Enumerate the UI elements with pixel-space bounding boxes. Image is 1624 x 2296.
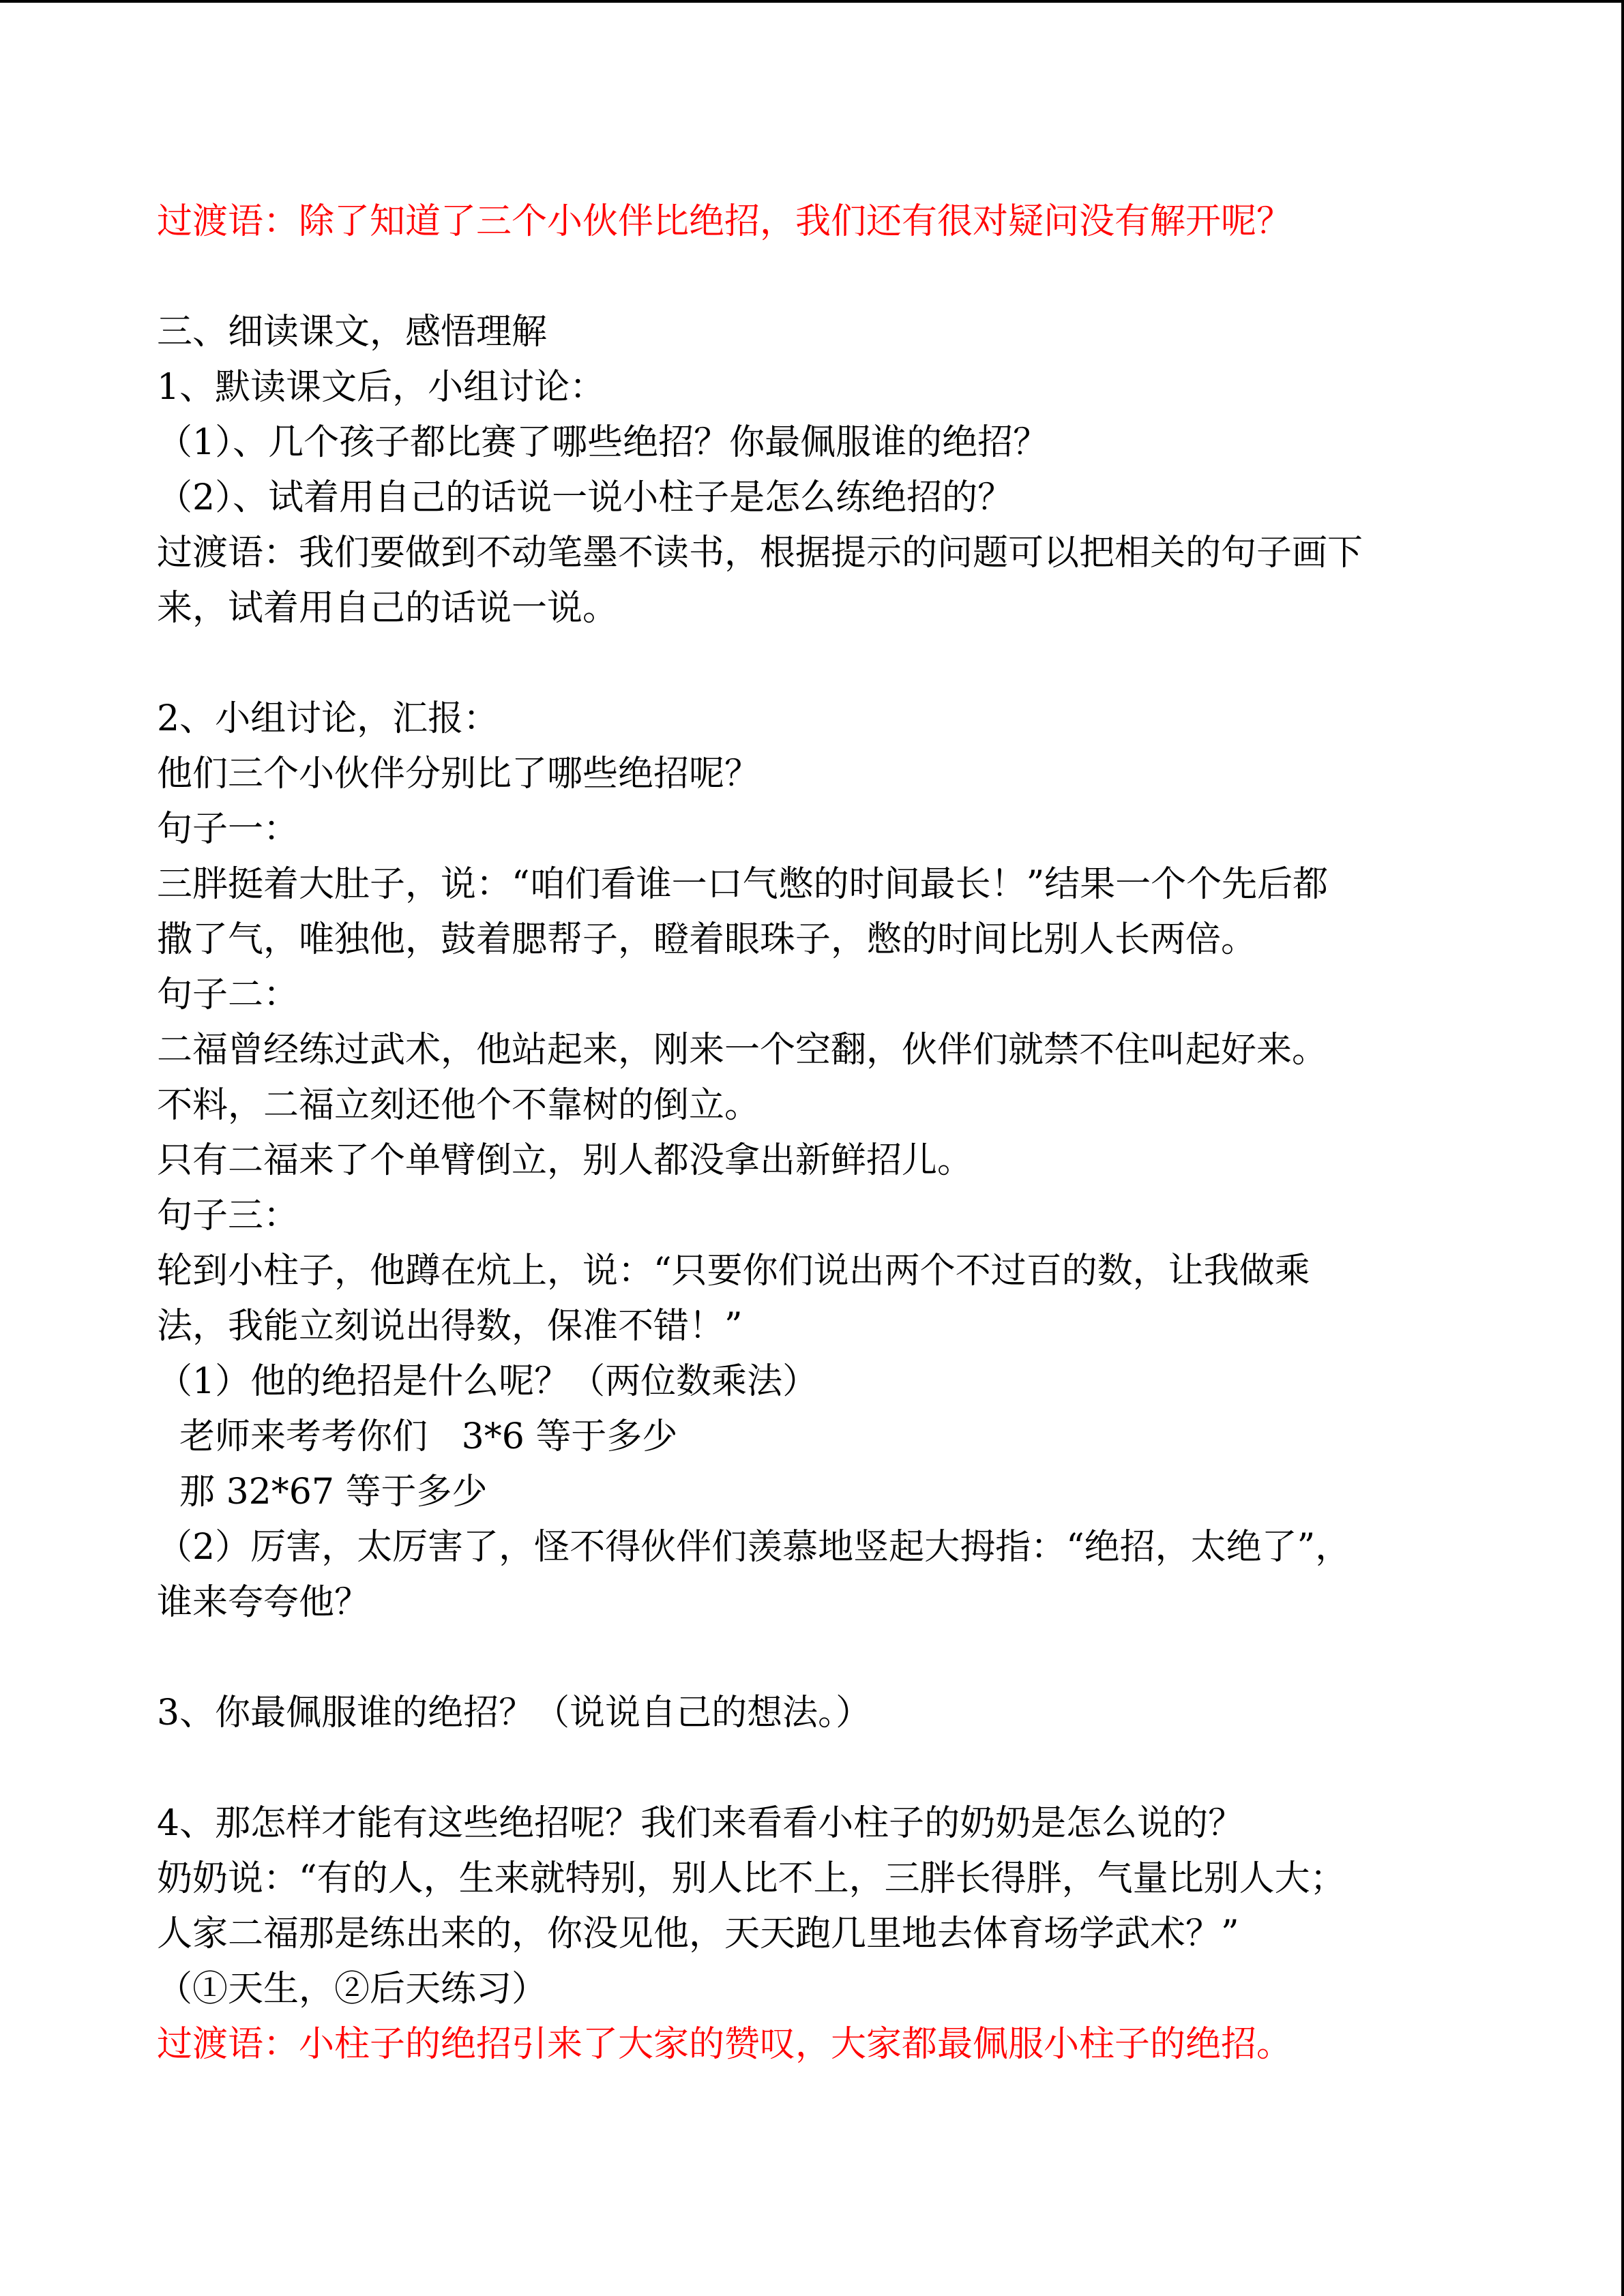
transition-text-2b: 来，试着用自己的话说一说。	[157, 588, 619, 629]
step-2-title: 2、小组讨论，汇报：	[157, 698, 499, 739]
section-heading-3: 三、细读课文，感悟理解	[157, 312, 548, 353]
sentence-2-label: 句子二：	[157, 974, 299, 1015]
sentence-3-label: 句子三：	[157, 1195, 299, 1236]
question-1: （1）、几个孩子都比赛了哪些绝招？你最佩服谁的绝招？	[157, 422, 1049, 463]
blank-line	[157, 1630, 1494, 1686]
sentence-3-text-b: 法，我能立刻说出得数，保准不错！”	[157, 1306, 743, 1347]
transition-text-1: 过渡语：除了知道了三个小伙伴比绝招，我们还有很对疑问没有解开呢？	[157, 201, 1293, 242]
blank-line	[157, 1741, 1494, 1796]
sub-question-2b: 谁来夸夸他？	[157, 1582, 370, 1623]
sentence-2-text-b: 不料，二福立刻还他个不靠树的倒立。	[157, 1085, 761, 1126]
sentence-1-text-a: 三胖挺着大肚子，说：“咱们看谁一口气憋的时间最长！”结果一个个先后都	[157, 864, 1329, 905]
step-3-title: 3、你最佩服谁的绝招？（说说自己的想法。）	[157, 1693, 872, 1733]
summary-note: （①天生，②后天练习）	[157, 1969, 548, 2010]
transition-text-3: 过渡语：小柱子的绝招引来了大家的赞叹，大家都最佩服小柱子的绝招。	[157, 2024, 1293, 2065]
sentence-2-text-c: 只有二福来了个单臂倒立，别人都没拿出新鲜招儿。	[157, 1140, 973, 1181]
grandma-quote-a: 奶奶说：“有的人，生来就特别，别人比不上，三胖长得胖，气量比别人大；	[157, 1858, 1346, 1899]
paragraph-text: 他们三个小伙伴分别比了哪些绝招呢？	[157, 754, 761, 794]
blank-line	[157, 250, 1494, 305]
blank-line	[157, 636, 1494, 691]
sentence-3-text-a: 轮到小柱子，他蹲在炕上，说：“只要你们说出两个不过百的数，让我做乘	[157, 1251, 1310, 1292]
sentence-1-text-b: 撒了气，唯独他，鼓着腮帮子，瞪着眼珠子，憋的时间比别人长两倍。	[157, 919, 1257, 960]
sentence-1-label: 句子一：	[157, 809, 299, 850]
sentence-2-text-a: 二福曾经练过武术，他站起来，刚来一个空翻，伙伴们就禁不住叫起好来。	[157, 1030, 1328, 1071]
sub-question-1: （1）他的绝招是什么呢？（两位数乘法）	[157, 1361, 818, 1402]
document-body	[157, 194, 1494, 2072]
page-border-top	[0, 0, 1624, 3]
quiz-line-1: 老师来考考你们 3*6 等于多少	[157, 1416, 678, 1457]
step-4-title: 4、那怎样才能有这些绝招呢？我们来看看小柱子的奶奶是怎么说的？	[157, 1803, 1244, 1844]
step-1-title: 1、默读课文后，小组讨论：	[157, 367, 606, 408]
sub-question-2a: （2）厉害，太厉害了，怪不得伙伴们羡慕地竖起大拇指：“绝招，太绝了”，	[157, 1527, 1351, 1568]
quiz-line-2: 那 32*67 等于多少	[157, 1472, 488, 1512]
page-border-right	[1621, 0, 1624, 2296]
transition-text-2a: 过渡语：我们要做到不动笔墨不读书，根据提示的问题可以把相关的句子画下	[157, 533, 1363, 573]
grandma-quote-b: 人家二福那是练出来的，你没见他，天天跑几里地去体育场学武术？”	[157, 1913, 1239, 1954]
question-2: （2）、试着用自己的话说一说小柱子是怎么练绝招的？	[157, 477, 1014, 518]
